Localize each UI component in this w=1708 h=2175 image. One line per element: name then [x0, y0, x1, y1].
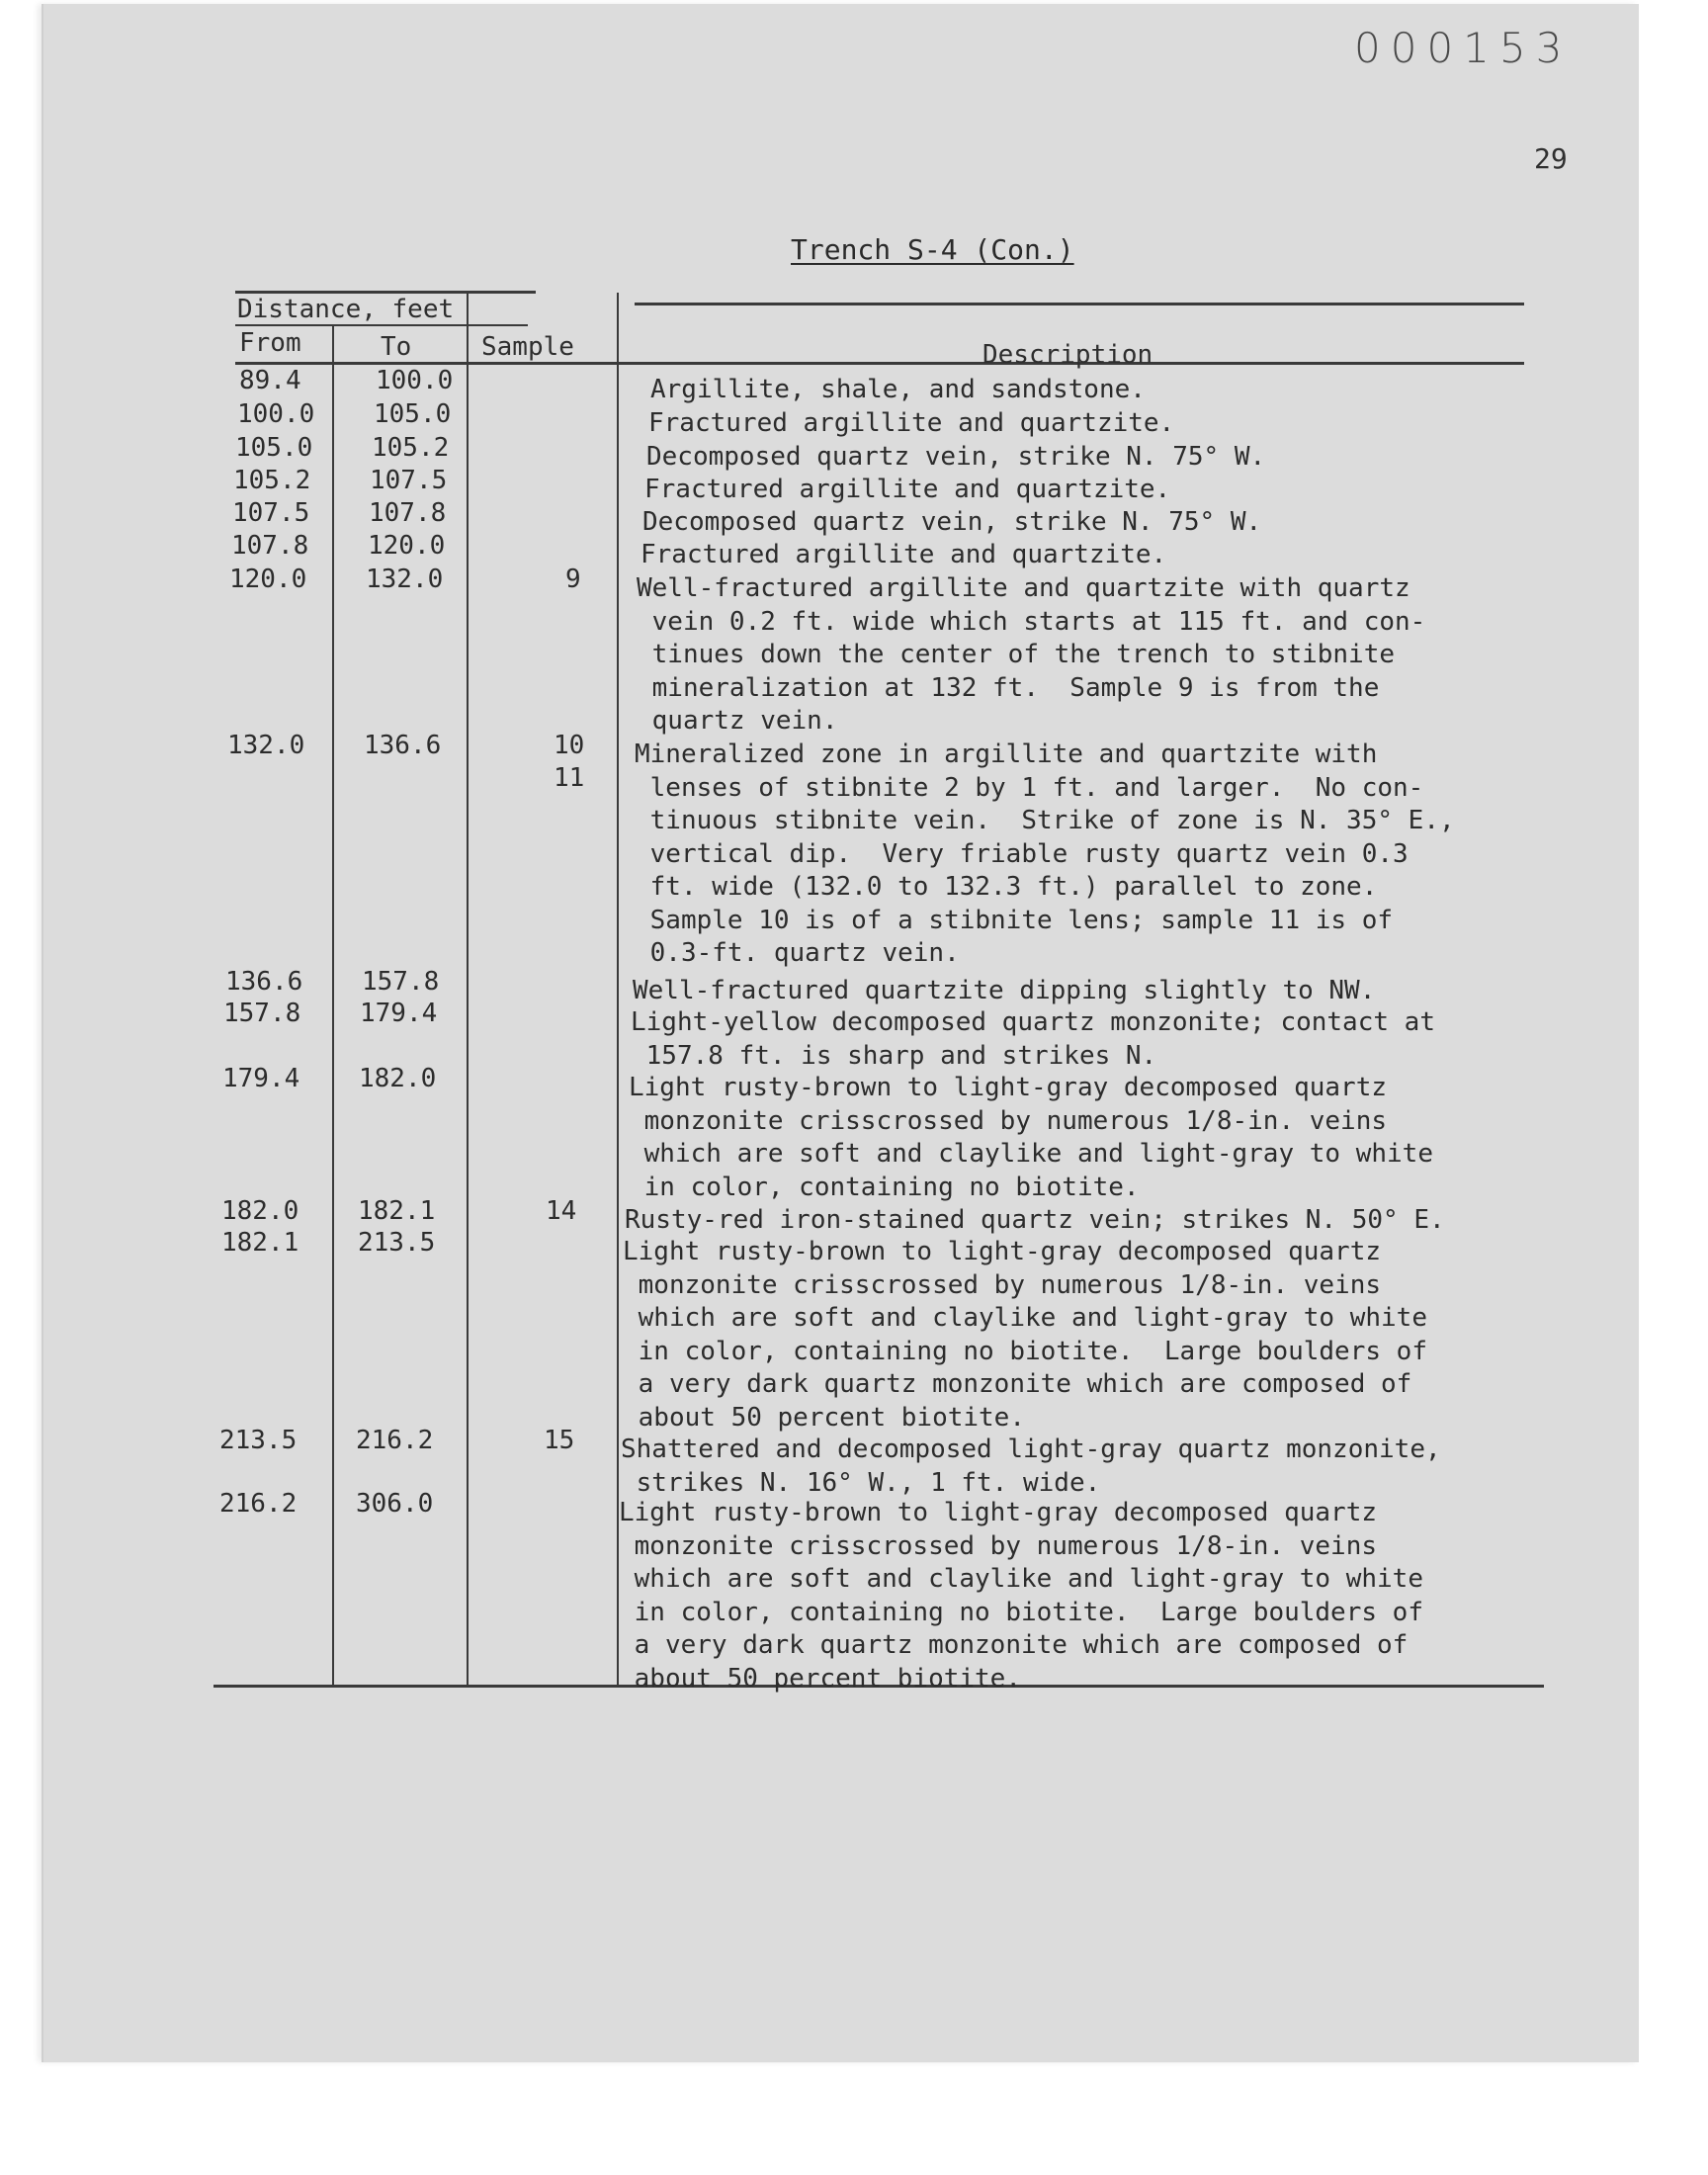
cell-description [625, 1204, 1514, 1238]
document-page [42, 4, 1639, 2062]
cell-description [619, 1497, 1508, 1696]
cell-description [633, 975, 1522, 1008]
cell-from: 216.2 [219, 1489, 298, 1519]
cell-from: 107.5 [232, 498, 310, 528]
cell-description [623, 1236, 1512, 1435]
description-line: which are soft and claylike and light-gray to white [623, 1303, 1427, 1333]
description-line: which are soft and claylike and light-gray to white [619, 1564, 1423, 1594]
column-divider-to-sample [467, 291, 469, 1687]
description-line: ft. wide (132.0 to 132.3 ft.) parallel to zone. [635, 872, 1378, 902]
cell-from: 157.8 [223, 999, 301, 1028]
cell-description [648, 407, 1538, 441]
cell-from: 100.0 [237, 399, 315, 429]
cell-to: 182.1 [358, 1196, 436, 1226]
cell-sample: 14 [546, 1196, 577, 1226]
cell-to: 306.0 [356, 1489, 434, 1519]
description-line: lenses of stibnite 2 by 1 ft. and larger. No con- [635, 772, 1424, 803]
description-line: 157.8 ft. is sharp and strikes N. [631, 1040, 1157, 1071]
cell-to: 105.2 [372, 433, 450, 463]
description-line: about 50 percent biotite. [619, 1663, 1021, 1694]
cell-description [635, 739, 1524, 971]
description-line: Argillite, shale, and sandstone. [650, 375, 1146, 404]
description-line: vertical dip. Very friable rusty quartz vein 0.3 [635, 838, 1409, 869]
description-line: in color, containing no biotite. Large boulders of [623, 1336, 1427, 1366]
cell-to: 105.0 [374, 399, 452, 429]
description-line: Light rusty-brown to light-gray decomposed quartz [629, 1073, 1388, 1102]
cell-sample: 10 [554, 731, 585, 760]
description-header: Description [982, 340, 1153, 370]
cell-description [621, 1434, 1510, 1500]
cell-description [642, 506, 1532, 540]
cell-from: 89.4 [239, 366, 301, 395]
description-line: Decomposed quartz vein, strike N. 75° W. [642, 507, 1262, 537]
distance-header-rule [235, 324, 528, 326]
cell-description [644, 474, 1534, 507]
table-title: Trench S-4 (Con.) [791, 233, 1074, 266]
table-top-rule-left [235, 291, 536, 294]
description-line: Light rusty-brown to light-gray decomposed quartz [619, 1498, 1378, 1527]
header-bottom-rule [235, 362, 1524, 365]
description-line: vein 0.2 ft. wide which starts at 115 ft. and con- [637, 606, 1426, 637]
document-number: 000153 [1354, 24, 1573, 72]
distance-header: Distance, feet [237, 295, 455, 324]
column-divider-from-to [332, 326, 334, 1687]
cell-to: 107.8 [369, 498, 447, 528]
description-line: Rusty-red iron-stained quartz vein; strikes N. 50° E. [625, 1205, 1445, 1235]
description-line: strikes N. 16° W., 1 ft. wide. [621, 1467, 1101, 1498]
cell-description [640, 539, 1530, 572]
description-line: a very dark quartz monzonite which are composed of [623, 1369, 1412, 1399]
description-line: about 50 percent biotite. [623, 1402, 1025, 1433]
description-line: which are soft and claylike and light-gray to white [629, 1139, 1433, 1169]
description-line: in color, containing no biotite. [629, 1172, 1140, 1202]
description-line: Well-fractured argillite and quartzite with quartz [637, 573, 1410, 603]
cell-to: 120.0 [368, 531, 446, 561]
cell-from: 182.1 [221, 1228, 299, 1258]
cell-description [631, 1006, 1520, 1073]
page-number: 29 [1534, 142, 1568, 175]
cell-description [637, 572, 1526, 739]
cell-to: 157.8 [362, 967, 440, 997]
table-top-rule-right [635, 303, 1524, 305]
cell-from: 132.0 [227, 731, 305, 760]
cell-to: 179.4 [360, 999, 438, 1028]
description-line: Fractured argillite and quartzite. [648, 408, 1175, 438]
description-line: Light rusty-brown to light-gray decomposed quartz [623, 1237, 1382, 1266]
description-line: monzonite crisscrossed by numerous 1/8-in. veins [619, 1530, 1378, 1561]
description-line: mineralization at 132 ft. Sample 9 is from the [637, 672, 1380, 703]
cell-to: 136.6 [364, 731, 442, 760]
description-line: quartz vein. [637, 706, 838, 736]
cell-to: 107.5 [370, 466, 448, 495]
cell-to: 216.2 [356, 1426, 434, 1455]
description-line: monzonite crisscrossed by numerous 1/8-in. veins [623, 1269, 1382, 1300]
sample-header: Sample [481, 332, 574, 362]
description-line: Fractured argillite and quartzite. [640, 540, 1167, 569]
description-line: Mineralized zone in argillite and quartzite with [635, 740, 1378, 769]
from-header: From [239, 328, 301, 358]
description-line: a very dark quartz monzonite which are composed of [619, 1630, 1409, 1660]
cell-sample: 11 [554, 763, 585, 793]
cell-to: 100.0 [376, 366, 454, 395]
cell-from: 136.6 [225, 967, 303, 997]
description-line: monzonite crisscrossed by numerous 1/8-in. veins [629, 1105, 1388, 1136]
description-line: Decomposed quartz vein, strike N. 75° W. [646, 442, 1266, 472]
cell-description [650, 374, 1540, 407]
description-line: in color, containing no biotite. Large boulders of [619, 1597, 1423, 1627]
cell-to: 182.0 [359, 1064, 437, 1093]
cell-from: 105.2 [233, 466, 311, 495]
cell-description [629, 1072, 1518, 1204]
description-line: 0.3-ft. quartz vein. [635, 938, 960, 968]
cell-to: 132.0 [366, 565, 444, 594]
description-line: Well-fractured quartzite dipping slightly to NW. [633, 976, 1376, 1005]
description-line: tinues down the center of the trench to stibnite [637, 640, 1396, 669]
cell-from: 213.5 [219, 1426, 298, 1455]
description-line: Shattered and decomposed light-gray quartz monzonite, [621, 1435, 1441, 1464]
cell-to: 213.5 [358, 1228, 436, 1258]
to-header: To [381, 332, 412, 362]
cell-from: 105.0 [235, 433, 313, 463]
cell-from: 120.0 [229, 565, 307, 594]
description-line: tinuous stibnite vein. Strike of zone is N. 35° E., [635, 806, 1455, 835]
cell-from: 182.0 [221, 1196, 299, 1226]
column-divider-sample-description [617, 293, 619, 1687]
description-line: Fractured argillite and quartzite. [644, 475, 1171, 504]
cell-sample: 9 [565, 565, 581, 594]
description-line: Light-yellow decomposed quartz monzonite; contact at [631, 1007, 1435, 1037]
cell-from: 107.8 [231, 531, 309, 561]
cell-from: 179.4 [222, 1064, 300, 1093]
cell-sample: 15 [544, 1426, 575, 1455]
cell-description [646, 441, 1536, 475]
description-line: Sample 10 is of a stibnite lens; sample 11 is of [635, 905, 1394, 935]
